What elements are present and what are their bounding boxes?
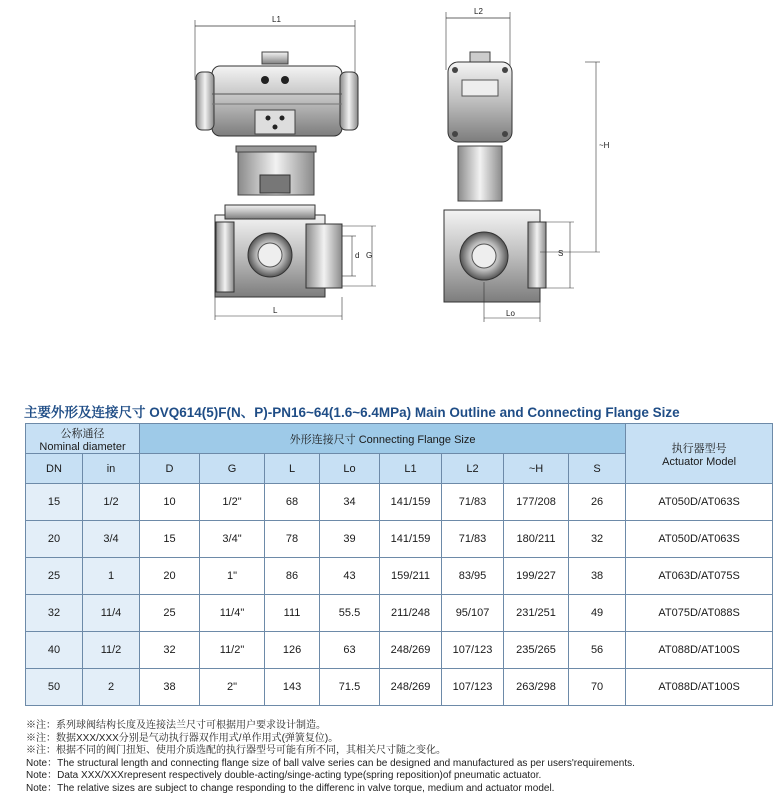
dim-h-label: ~H — [599, 141, 610, 150]
table-cell: 34 — [320, 484, 380, 521]
dim-g-label: G — [366, 251, 373, 260]
table-cell: 235/265 — [504, 632, 569, 669]
table-cell: 1/2" — [200, 484, 265, 521]
notes — [26, 720, 635, 796]
table-cell: 143 — [265, 669, 320, 706]
table-cell: 248/269 — [380, 669, 442, 706]
table-cell: 11/4 — [83, 595, 140, 632]
table-cell: 32 — [569, 521, 626, 558]
table-cell: 95/107 — [442, 595, 504, 632]
dim-lo-label: Lo — [506, 309, 515, 318]
table-cell: 1" — [200, 558, 265, 595]
table-cell: 15 — [26, 484, 83, 521]
table-cell: 211/248 — [380, 595, 442, 632]
nominal-label-cn: 公称通径 — [60, 427, 105, 440]
spec-table — [25, 423, 773, 706]
table-cell: 141/159 — [380, 484, 442, 521]
table-cell: 248/269 — [380, 632, 442, 669]
front-view — [195, 15, 376, 320]
table-cell: 107/123 — [442, 632, 504, 669]
col-header-l: L — [265, 454, 320, 484]
col-header-d: D — [140, 454, 200, 484]
table-cell: 68 — [265, 484, 320, 521]
table-cell: 39 — [320, 521, 380, 558]
table-cell: 71.5 — [320, 669, 380, 706]
table-cell: 38 — [140, 669, 200, 706]
note-line: Note：The relative sizes are subject to change responding to the differenc in valve torque, medium and actuator model. — [26, 782, 555, 794]
table-cell: AT075D/AT088S — [626, 595, 773, 632]
table-cell: 83/95 — [442, 558, 504, 595]
nominal-label-en: Nominal diameter — [39, 440, 126, 453]
table-cell: 25 — [140, 595, 200, 632]
table-cell: 56 — [569, 632, 626, 669]
table-cell: 20 — [140, 558, 200, 595]
table-cell: 50 — [26, 669, 83, 706]
col-header-l2: L2 — [442, 454, 504, 484]
actuator-label-en: Actuator Model — [662, 455, 737, 468]
table-cell: 40 — [26, 632, 83, 669]
table-cell: 32 — [26, 595, 83, 632]
col-header-lo: Lo — [320, 454, 380, 484]
note-line: ※注：根据不同的阀门扭矩、使用介质选配的执行器型号可能有所不同，其相关尺寸随之变化。 — [26, 745, 446, 757]
table-cell: 2" — [200, 669, 265, 706]
table-cell: 1/2 — [83, 484, 140, 521]
table-row — [26, 669, 773, 706]
table-cell: AT050D/AT063S — [626, 484, 773, 521]
table-cell: 86 — [265, 558, 320, 595]
table-cell: 3/4 — [83, 521, 140, 558]
flange-size-header: 外形连接尺寸 Connecting Flange Size — [140, 424, 626, 454]
table-row — [26, 632, 773, 669]
table-cell: 199/227 — [504, 558, 569, 595]
table-cell: 141/159 — [380, 521, 442, 558]
col-header-s: S — [569, 454, 626, 484]
table-cell: 263/298 — [504, 669, 569, 706]
table-cell: 63 — [320, 632, 380, 669]
table-cell: 25 — [26, 558, 83, 595]
side-view — [444, 7, 610, 322]
table-cell: AT050D/AT063S — [626, 521, 773, 558]
table-cell: 111 — [265, 595, 320, 632]
table-cell: 11/2 — [83, 632, 140, 669]
table-cell: 1 — [83, 558, 140, 595]
col-header-dn: DN — [26, 454, 83, 484]
table-cell: 43 — [320, 558, 380, 595]
dim-l2-label: L2 — [474, 7, 483, 16]
actuator-model-header — [626, 424, 773, 484]
valve-outline-drawing — [0, 0, 774, 400]
table-cell: 15 — [140, 521, 200, 558]
col-header-in: in — [83, 454, 140, 484]
table-cell: 55.5 — [320, 595, 380, 632]
table-row — [26, 484, 773, 521]
note-line: Note：The structural length and connecting flange size of ball valve series can be designed and manufactured as per users'requirements. — [26, 757, 635, 769]
table-row — [26, 558, 773, 595]
col-header-l1: L1 — [380, 454, 442, 484]
table-cell: 49 — [569, 595, 626, 632]
dim-l-label: L — [273, 306, 278, 315]
table-cell: 71/83 — [442, 484, 504, 521]
table-cell: 231/251 — [504, 595, 569, 632]
table-cell: 159/211 — [380, 558, 442, 595]
table-cell: 177/208 — [504, 484, 569, 521]
table-cell: AT063D/AT075S — [626, 558, 773, 595]
nominal-diameter-header — [26, 424, 140, 454]
note-line: ※注：数据XXX/XXX分别是气动执行器双作用式/单作用式(弹簧复位)。 — [26, 732, 339, 744]
dim-d-label: d — [355, 251, 360, 260]
table-cell: 71/83 — [442, 521, 504, 558]
table-cell: 3/4" — [200, 521, 265, 558]
table-cell: AT088D/AT100S — [626, 669, 773, 706]
table-cell: 126 — [265, 632, 320, 669]
table-cell: 78 — [265, 521, 320, 558]
note-line: ※注：系列球阀结构长度及连接法兰尺寸可根据用户要求设计制造。 — [26, 720, 326, 731]
table-cell: 107/123 — [442, 669, 504, 706]
table-title: 主要外形及连接尺寸 OVQ614(5)F(N、P)-PN16~64(1.6~6.4MPa) Main Outline and Connecting Flange Size — [24, 405, 680, 420]
note-line: Note：Data XXX/XXXrepresent respectively double-acting/singe-acting type(spring reposition)of pneumatic actuator. — [26, 770, 542, 782]
table-cell: 70 — [569, 669, 626, 706]
table-cell: 2 — [83, 669, 140, 706]
table-cell: 11/4" — [200, 595, 265, 632]
table-cell: 180/211 — [504, 521, 569, 558]
table-row — [26, 521, 773, 558]
actuator-label-cn: 执行器型号 — [671, 442, 727, 455]
table-cell: AT088D/AT100S — [626, 632, 773, 669]
table-row — [26, 595, 773, 632]
col-header-g: G — [200, 454, 265, 484]
table-cell: 10 — [140, 484, 200, 521]
table-cell: 38 — [569, 558, 626, 595]
dim-l1-label: L1 — [272, 15, 281, 24]
table-cell: 11/2" — [200, 632, 265, 669]
table-cell: 32 — [140, 632, 200, 669]
col-header-h: ~H — [504, 454, 569, 484]
table-cell: 26 — [569, 484, 626, 521]
dim-s-label: S — [558, 249, 564, 258]
table-cell: 20 — [26, 521, 83, 558]
